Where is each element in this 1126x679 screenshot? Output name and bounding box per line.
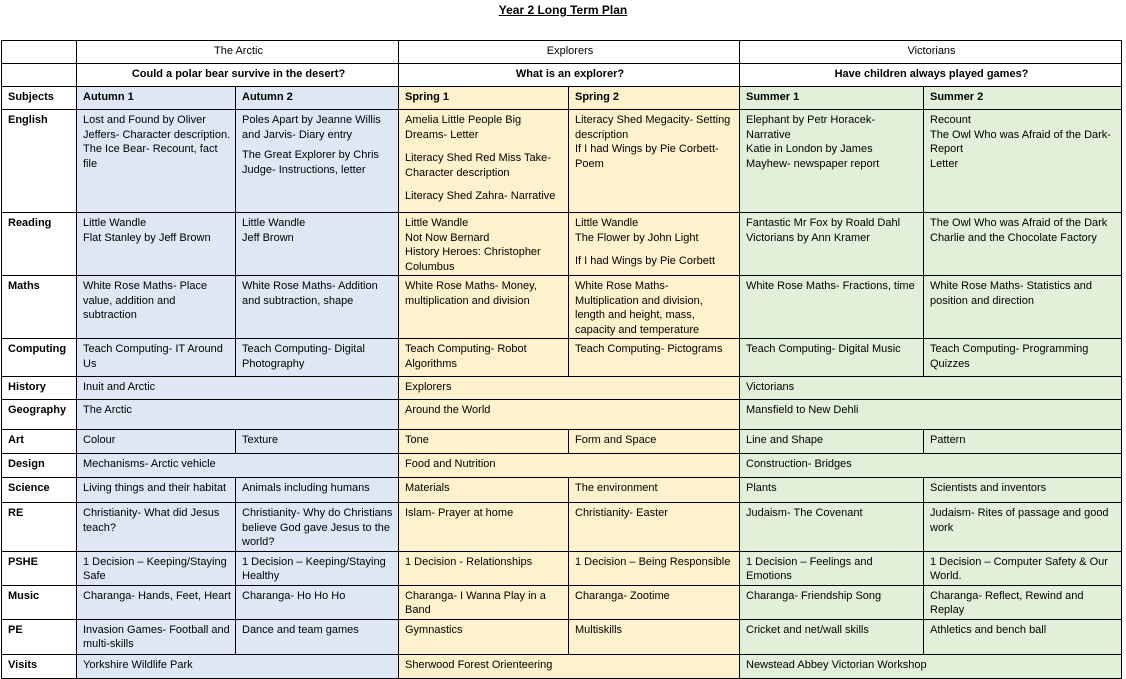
english-autumn-2 (236, 110, 399, 213)
geography-summer: Mansfield to New Dehli (740, 400, 1122, 430)
computing-summer-2: Teach Computing- Programming Quizzes (924, 339, 1122, 377)
pshe-summer-1: 1 Decision – Feelings and Emotions (740, 551, 924, 585)
cell-line: Elephant by Petr Horacek- Narrative (746, 114, 876, 141)
science-summer-1: Plants (740, 478, 924, 503)
history-summer: Victorians (740, 377, 1122, 400)
cell-line: The Flower by John Light (575, 231, 699, 244)
cell-line: Amelia Little People Big Dreams- Letter (405, 114, 522, 141)
term-name-autumn: The Arctic (77, 41, 399, 64)
science-spring-1: Materials (399, 478, 569, 503)
subject-label: History (2, 377, 77, 400)
computing-autumn-2: Teach Computing- Digital Photography (236, 339, 399, 377)
science-spring-2: The environment (569, 478, 740, 503)
subject-label: Visits (2, 654, 77, 678)
header-autumn-2: Autumn 2 (236, 87, 399, 110)
subject-label: Art (2, 430, 77, 454)
cell-line: Little Wandle (242, 217, 306, 229)
cell-line: The Great Explorer by Chris Judge- Instructions, letter (242, 149, 379, 176)
design-summer: Construction- Bridges (740, 454, 1122, 478)
header-spring-1: Spring 1 (399, 87, 569, 110)
pe-autumn-2: Dance and team games (236, 619, 399, 654)
header-spring-2: Spring 2 (569, 87, 740, 110)
pe-summer-2: Athletics and bench ball (924, 619, 1122, 654)
subject-label: PE (2, 619, 77, 654)
pshe-spring-2: 1 Decision – Being Responsible (569, 551, 740, 585)
cell-line: Fantastic Mr Fox by Roald Dahl (746, 217, 901, 229)
corner-cell (2, 41, 77, 64)
art-autumn-2: Texture (236, 430, 399, 454)
header-summer-1: Summer 1 (740, 87, 924, 110)
pshe-autumn-2: 1 Decision – Keeping/Staying Healthy (236, 551, 399, 585)
re-autumn-1: Christianity- What did Jesus teach? (77, 503, 236, 552)
question-summer: Have children always played games? (740, 64, 1122, 87)
term-name-row (2, 41, 1122, 64)
re-summer-2: Judaism- Rites of passage and good work (924, 503, 1122, 552)
cell-line: Little Wandle (83, 217, 147, 229)
cell-line: Poles Apart by Jeanne Willis and Jarvis- Diary entry (242, 114, 381, 141)
history-spring: Explorers (399, 377, 740, 400)
corner-cell-2 (2, 64, 77, 87)
cell-line: Not Now Bernard (405, 231, 490, 244)
pe-spring-1: Gymnastics (399, 619, 569, 654)
computing-spring-2: Teach Computing- Pictograms (569, 339, 740, 377)
cell-line: Charlie and the Chocolate Factory (930, 231, 1097, 244)
english-spring-1 (399, 110, 569, 213)
music-spring-2: Charanga- Zootime (569, 585, 740, 619)
re-spring-2: Christianity- Easter (569, 503, 740, 552)
maths-autumn-1: White Rose Maths- Place value, addition and subtraction (77, 276, 236, 339)
music-autumn-2: Charanga- Ho Ho Ho (236, 585, 399, 619)
row-re (2, 503, 1122, 552)
science-summer-2: Scientists and inventors (924, 478, 1122, 503)
cell-line: The Ice Bear- Recount, fact file (83, 143, 218, 170)
art-autumn-1: Colour (77, 430, 236, 454)
row-pe (2, 619, 1122, 654)
subject-label: RE (2, 503, 77, 552)
row-visits (2, 654, 1122, 678)
maths-summer-1: White Rose Maths- Fractions, time (740, 276, 924, 339)
art-spring-1: Tone (399, 430, 569, 454)
half-term-header-row (2, 87, 1122, 110)
cell-line: Letter (930, 157, 959, 170)
visits-autumn: Yorkshire Wildlife Park (77, 654, 399, 678)
question-spring: What is an explorer? (399, 64, 740, 87)
english-summer-2 (924, 110, 1122, 213)
pshe-spring-1: 1 Decision - Relationships (399, 551, 569, 585)
subject-label: Geography (2, 400, 77, 430)
reading-summer-2 (924, 213, 1122, 276)
row-geography (2, 400, 1122, 430)
history-autumn: Inuit and Arctic (77, 377, 399, 400)
subject-label: PSHE (2, 551, 77, 585)
reading-summer-1 (740, 213, 924, 276)
visits-summer: Newstead Abbey Victorian Workshop (740, 654, 1122, 678)
subject-label: Music (2, 585, 77, 619)
geography-spring: Around the World (399, 400, 740, 430)
cell-line: If I had Wings by Pie Corbett (575, 255, 716, 267)
reading-autumn-1 (77, 213, 236, 276)
question-autumn: Could a polar bear survive in the desert? (77, 64, 399, 87)
english-autumn-1 (77, 110, 236, 213)
design-autumn: Mechanisms- Arctic vehicle (77, 454, 399, 478)
subject-label: Reading (2, 213, 77, 276)
design-spring: Food and Nutrition (399, 454, 740, 478)
re-summer-1: Judaism- The Covenant (740, 503, 924, 552)
music-autumn-1: Charanga- Hands, Feet, Heart (77, 585, 236, 619)
cell-line: Katie in London by James Mayhew- newspaper report (746, 143, 880, 170)
re-autumn-2: Christianity- Why do Christians believe God gave Jesus to the world? (236, 503, 399, 552)
cell-line: Recount (930, 114, 971, 126)
computing-spring-1: Teach Computing- Robot Algorithms (399, 339, 569, 377)
subject-label: Design (2, 454, 77, 478)
maths-autumn-2: White Rose Maths- Addition and subtraction, shape (236, 276, 399, 339)
cell-line: If I had Wings by Pie Corbett- Poem (575, 143, 719, 170)
row-history (2, 377, 1122, 400)
header-summer-2: Summer 2 (924, 87, 1122, 110)
geography-autumn: The Arctic (77, 400, 399, 430)
maths-summer-2: White Rose Maths- Statistics and position and direction (924, 276, 1122, 339)
term-name-summer: Victorians (740, 41, 1122, 64)
row-computing (2, 339, 1122, 377)
music-spring-1: Charanga- I Wanna Play in a Band (399, 585, 569, 619)
visits-spring: Sherwood Forest Orienteering (399, 654, 740, 678)
cell-line: Literacy Shed Zahra- Narrative (405, 190, 556, 202)
cell-line: Victorians by Ann Kramer (746, 231, 870, 244)
subjects-header: Subjects (2, 87, 77, 110)
art-summer-2: Pattern (924, 430, 1122, 454)
cell-line: Little Wandle (405, 217, 469, 229)
row-pshe (2, 551, 1122, 585)
row-science (2, 478, 1122, 503)
row-design (2, 454, 1122, 478)
art-spring-2: Form and Space (569, 430, 740, 454)
pe-summer-1: Cricket and net/wall skills (740, 619, 924, 654)
subject-label: Maths (2, 276, 77, 339)
pshe-summer-2: 1 Decision – Computer Safety & Our World. (924, 551, 1122, 585)
music-summer-1: Charanga- Friendship Song (740, 585, 924, 619)
subject-label: Science (2, 478, 77, 503)
re-spring-1: Islam- Prayer at home (399, 503, 569, 552)
term-name-spring: Explorers (399, 41, 740, 64)
maths-spring-1: White Rose Maths- Money, multiplication and division (399, 276, 569, 339)
cell-line: Jeff Brown (242, 231, 294, 244)
cell-line: Lost and Found by Oliver Jeffers- Character description. (83, 114, 231, 141)
pshe-autumn-1: 1 Decision – Keeping/Staying Safe (77, 551, 236, 585)
cell-line: History Heroes: Christopher Columbus (405, 246, 541, 273)
cell-line: Literacy Shed Megacity- Setting description (575, 114, 731, 141)
document-title: Year 2 Long Term Plan (498, 3, 628, 17)
pe-autumn-1: Invasion Games- Football and multi-skills (77, 619, 236, 654)
music-summer-2: Charanga- Reflect, Rewind and Replay (924, 585, 1122, 619)
cell-line: Flat Stanley by Jeff Brown (83, 231, 211, 244)
header-autumn-1: Autumn 1 (77, 87, 236, 110)
subject-label: English (2, 110, 77, 213)
row-maths (2, 276, 1122, 339)
pe-spring-2: Multiskills (569, 619, 740, 654)
row-art (2, 430, 1122, 454)
science-autumn-2: Animals including humans (236, 478, 399, 503)
cell-line: Literacy Shed Red Miss Take- Character description (405, 152, 551, 179)
row-reading (2, 213, 1122, 276)
computing-summer-1: Teach Computing- Digital Music (740, 339, 924, 377)
english-summer-1 (740, 110, 924, 213)
reading-autumn-2 (236, 213, 399, 276)
subject-label: Computing (2, 339, 77, 377)
cell-line: The Owl Who was Afraid of the Dark- Report (930, 128, 1111, 155)
computing-autumn-1: Teach Computing- IT Around Us (77, 339, 236, 377)
cell-line: Little Wandle (575, 217, 639, 229)
cell-line: The Owl Who was Afraid of the Dark (930, 217, 1108, 229)
science-autumn-1: Living things and their habitat (77, 478, 236, 503)
reading-spring-1 (399, 213, 569, 276)
english-spring-2 (569, 110, 740, 213)
long-term-plan-table (1, 40, 1122, 679)
maths-spring-2: White Rose Maths- Multiplication and division, length and height, mass, capacity and temperature (569, 276, 740, 339)
reading-spring-2 (569, 213, 740, 276)
art-summer-1: Line and Shape (740, 430, 924, 454)
row-music (2, 585, 1122, 619)
question-row (2, 64, 1122, 87)
row-english (2, 110, 1122, 213)
